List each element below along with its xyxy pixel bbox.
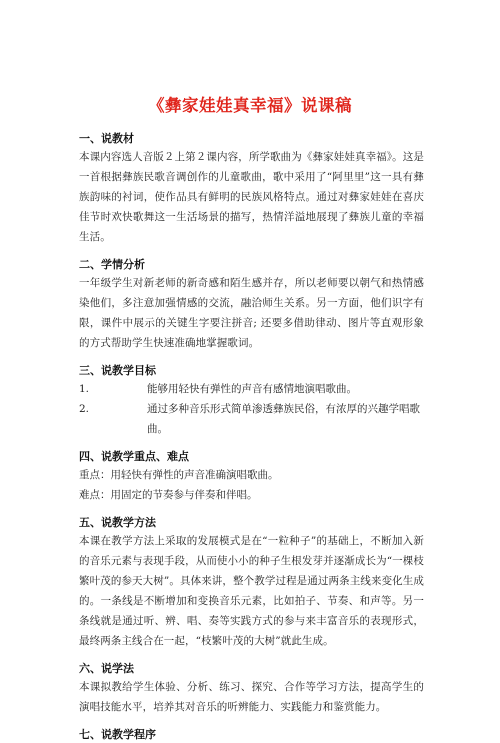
section-heading-methods: 五、说教学方法 (79, 516, 156, 529)
list-item (79, 399, 424, 439)
document-body (79, 130, 424, 743)
list-item-text: 通过多种音乐形式简单渗透彝族民俗，有浓厚的兴趣学唱歌曲。 (147, 403, 420, 435)
section-paragraph: 本课内容选人音版２上第２课内容，所学歌曲为《彝家娃娃真幸福》。这是一首根据彝族民歌音调创作的儿童歌曲，歌中采用了“阿里里”这一具有彝族韵味的衬词，使作品具有鲜明的民族风格特点。通过对彝家娃娃在喜庆佳节时欢快歌舞这一生活场景的描写，热情洋溢地展现了彝族儿童的幸福生活。 (79, 151, 424, 243)
difficulty-line: 难点：用固定的节奏参与伴奏和伴唱。 (79, 489, 258, 501)
list-item-text: 能够用轻快有弹性的声音有感情地演唱歌曲。 (147, 383, 357, 395)
list-item-number: 1. (79, 383, 90, 395)
section-heading-procedure: 七、说教学程序 (79, 728, 156, 741)
list-item-number: 2. (79, 403, 90, 415)
section-heading-key-points: 四、说教学重点、难点 (79, 450, 189, 463)
section-heading-learning-methods: 六、说学法 (79, 662, 134, 675)
document-title: 《彝家娃娃真幸福》说课稿 (148, 96, 352, 115)
key-point-line: 重点：用轻快有弹性的声音准确演唱歌曲。 (79, 469, 279, 481)
section-heading-student-analysis: 二、学情分析 (79, 258, 145, 271)
section-heading-objectives: 三、说教学目标 (79, 364, 156, 377)
section-paragraph: 一年级学生对新老师的新奇感和陌生感并存，所以老师要以朝气和热情感染他们，多注意加强情感的交流，融洽师生关系。另一方面，他们识字有限，课件中展示的关键生字要注拼音; 还要多借助律动、图片等直观形象的方式帮助学生快速准确地掌握歌词。 (79, 277, 424, 349)
section-heading-textbook: 一、说教材 (79, 132, 134, 145)
section-paragraph: 本课在教学方法上采取的发展模式是在“一粒种子”的基础上，不断加入新的音乐元素与表现手段，从而使小小的种子生根发芽并逐渐成长为“一棵枝繁叶茂的参天大树”。具体来讲，整个教学过程是通过两条主线来变化生成的。一条线是不断增加和变换音乐元素，比如拍子、节奏、和声等。另一条线就是通过听、辨、唱、奏等实践方式的参与来丰富音乐的表现形式，最终两条主线合在一起，“枝繁叶茂的大树”就此生成。 (79, 535, 424, 647)
section-paragraph: 本课拟教给学生体验、分析、练习、探究、合作等学习方法，提高学生的演唱技能水平，培养其对音乐的听辨能力、实践能力和鉴赏能力。 (79, 681, 424, 713)
list-item (79, 379, 424, 399)
